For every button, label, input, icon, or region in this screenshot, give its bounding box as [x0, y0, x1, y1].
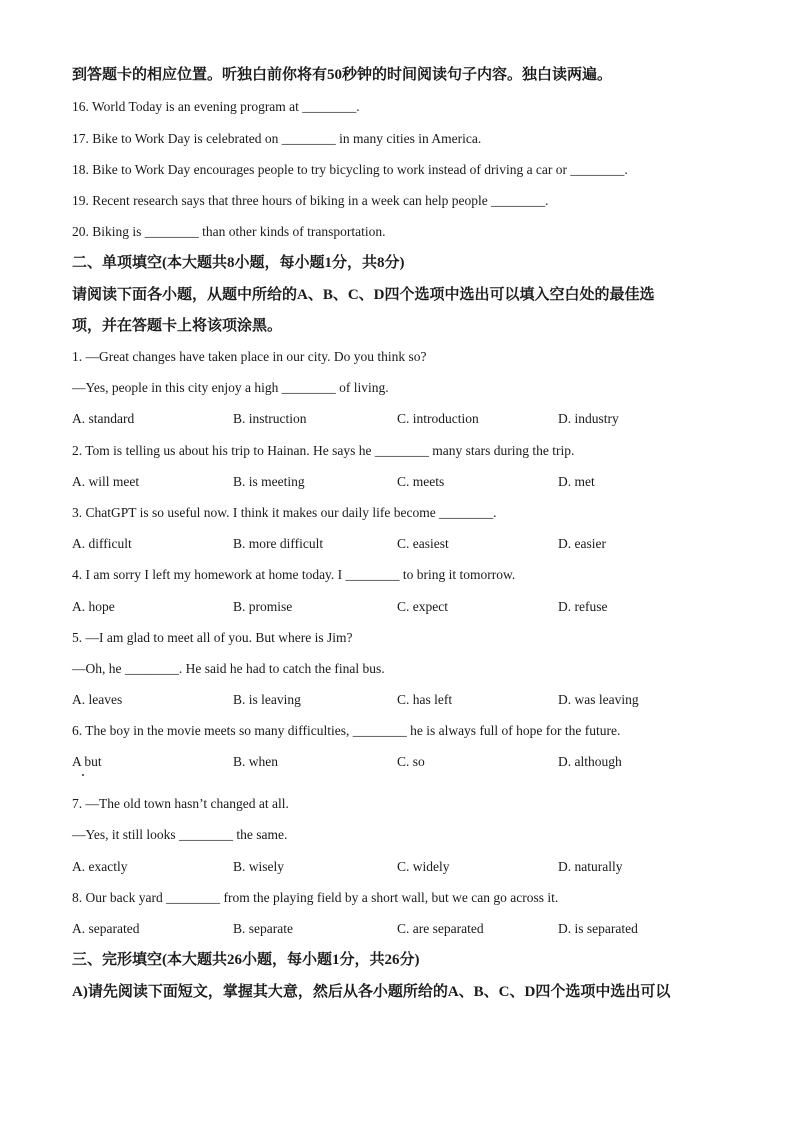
- question-8-stem: 8. Our back yard ________ from the playing field by a short wall, but we can go across it.: [72, 890, 559, 905]
- option-c: C. easiest: [397, 536, 449, 551]
- question-7-stem-reply: —Yes, it still looks ________ the same.: [72, 827, 288, 842]
- question-7-options: [72, 858, 732, 876]
- option-a: A. leaves: [72, 692, 123, 707]
- section2-heading: 二、单项填空(本大题共8小题，每小题1分，共8分): [72, 255, 405, 271]
- option-a: A but: [72, 754, 102, 769]
- option-c: C. are separated: [397, 921, 484, 936]
- option-a: A. exactly: [72, 859, 128, 874]
- question-4-stem: 4. I am sorry I left my homework at home today. I ________ to bring it tomorrow.: [72, 567, 516, 582]
- option-a: A. hope: [72, 599, 115, 614]
- option-a: A. difficult: [72, 536, 132, 551]
- section2-instruction-2: 项，并在答题卡上将该项涂黑。: [72, 318, 283, 334]
- option-d: D. refuse: [558, 599, 608, 614]
- option-b: B. promise: [233, 599, 293, 614]
- option-b: B. separate: [233, 921, 293, 936]
- option-b: B. wisely: [233, 859, 285, 874]
- question-5-stem: 5. —I am glad to meet all of you. But where is Jim?: [72, 630, 353, 645]
- option-c: C. expect: [397, 599, 448, 614]
- option-c: C. has left: [397, 692, 453, 707]
- listening-item-19: 19. Recent research says that three hours of biking in a week can help people ________.: [72, 193, 549, 208]
- option-c: C. so: [397, 754, 425, 769]
- question-5-stem-reply: —Oh, he ________. He said he had to catch the final bus.: [72, 661, 385, 676]
- section3-heading: 三、完形填空(本大题共26小题，每小题1分，共26分): [72, 952, 420, 968]
- listening-item-20: 20. Biking is ________ than other kinds of transportation.: [72, 224, 386, 239]
- option-d: D. was leaving: [558, 692, 639, 707]
- option-d: D. easier: [558, 536, 606, 551]
- question-8-options: [72, 920, 732, 938]
- listening-item-18: 18. Bike to Work Day encourages people to try bicycling to work instead of driving a car or ________.: [72, 162, 628, 177]
- stray-dot-mark: [82, 774, 84, 776]
- option-a: A. separated: [72, 921, 140, 936]
- option-d: D. industry: [558, 411, 619, 426]
- option-b: B. is meeting: [233, 474, 305, 489]
- listening-instruction: 到答题卡的相应位置。听独白前你将有50秒钟的时间阅读句子内容。独白读两遍。: [72, 67, 613, 83]
- question-5-options: [72, 691, 732, 709]
- question-6-options: [72, 753, 732, 771]
- option-a: A. will meet: [72, 474, 140, 489]
- section3-instruction: A)请先阅读下面短文，掌握其大意，然后从各小题所给的A、B、C、D四个选项中选出可以: [72, 984, 671, 1000]
- question-1-options: [72, 410, 732, 428]
- option-d: D. although: [558, 754, 622, 769]
- option-b: B. when: [233, 754, 278, 769]
- question-1-stem: 1. —Great changes have taken place in our city. Do you think so?: [72, 349, 427, 364]
- question-3-options: [72, 535, 732, 553]
- option-d: D. is separated: [558, 921, 638, 936]
- option-c: C. meets: [397, 474, 445, 489]
- option-a: A. standard: [72, 411, 135, 426]
- option-c: C. introduction: [397, 411, 479, 426]
- option-b: B. is leaving: [233, 692, 301, 707]
- question-6-stem: 6. The boy in the movie meets so many difficulties, ________ he is always full of hope for the future.: [72, 723, 621, 738]
- listening-item-16: 16. World Today is an evening program at ________.: [72, 99, 360, 114]
- question-7-stem: 7. —The old town hasn’t changed at all.: [72, 796, 289, 811]
- question-3-stem: 3. ChatGPT is so useful now. I think it makes our daily life become ________.: [72, 505, 497, 520]
- option-b: B. more difficult: [233, 536, 324, 551]
- question-2-options: [72, 473, 732, 491]
- option-b: B. instruction: [233, 411, 307, 426]
- question-2-stem: 2. Tom is telling us about his trip to Hainan. He says he ________ many stars during the trip.: [72, 443, 575, 458]
- question-1-stem-reply: —Yes, people in this city enjoy a high ________ of living.: [72, 380, 389, 395]
- option-d: D. met: [558, 474, 595, 489]
- section2-instruction-1: 请阅读下面各小题，从题中所给的A、B、C、D四个选项中选出可以填入空白处的最佳选: [72, 287, 655, 303]
- option-d: D. naturally: [558, 859, 623, 874]
- question-4-options: [72, 598, 732, 616]
- listening-item-17: 17. Bike to Work Day is celebrated on ________ in many cities in America.: [72, 131, 482, 146]
- option-c: C. widely: [397, 859, 450, 874]
